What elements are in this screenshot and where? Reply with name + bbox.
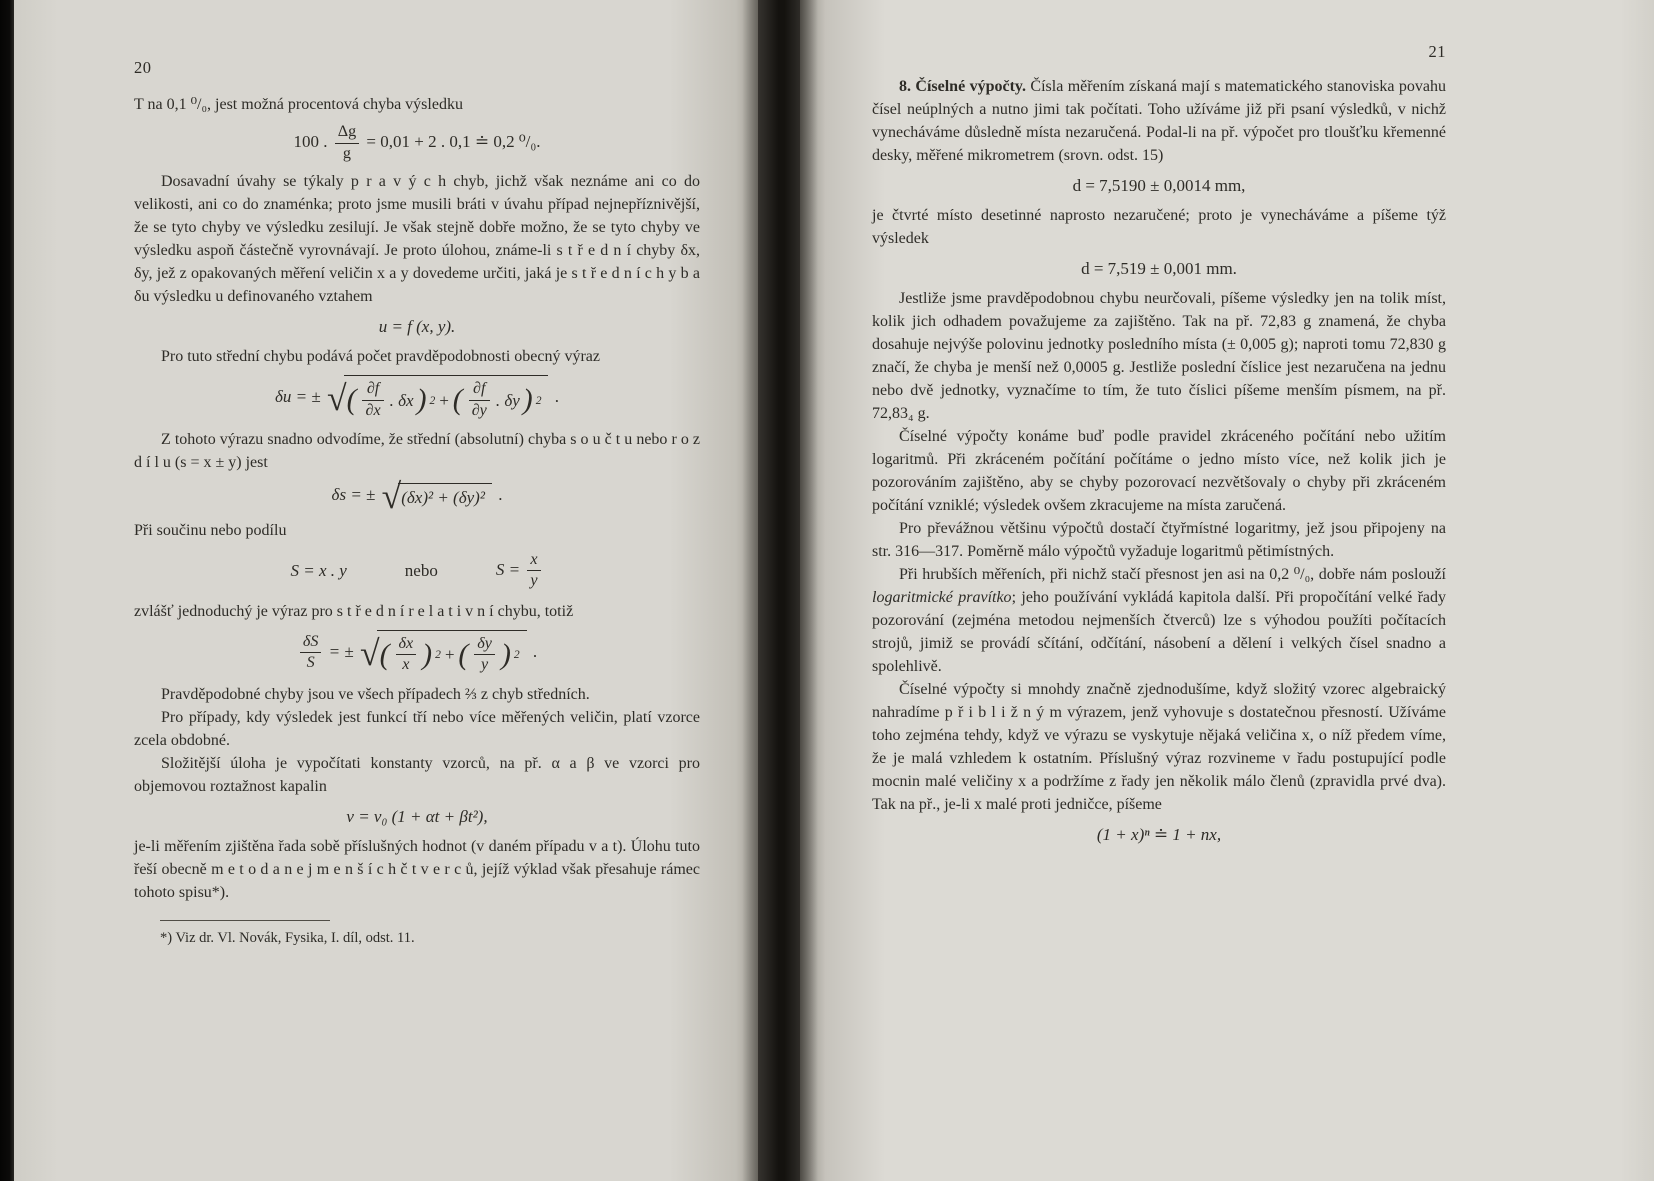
radical-sign: √ <box>326 378 347 419</box>
fraction-dy-y: $\frac{\delta y}{y}$ <box>474 635 495 675</box>
fraction-x-y: $\frac{x}{y}$ <box>527 551 540 591</box>
formula-product: S = x . y <box>290 561 347 581</box>
formula-product-quotient <box>134 551 700 591</box>
paragraph-fourth-decimal: je čtvrté místo desetinné naprosto nezaručené; proto je vynecháváme a píšeme týž výsledek <box>872 207 1446 247</box>
footnote-block <box>134 920 700 948</box>
paragraph-sum-difference: Z tohoto výrazu snadno odvodíme, že střední (absolutní) chyba s o u č t u nebo r o z d í l u (s = x ± y) jest <box>134 431 700 472</box>
footnote-text: *) Viz dr. Vl. Novák, Fysika, I. díl, odst. 11. <box>160 929 415 946</box>
paragraph-more-variables: Pro případy, kdy výsledek jest funkcí tří nebo více měřených veličin, platí vzorce zcela obdobné. <box>134 708 700 749</box>
fraction-dx-x: $\frac{\delta x}{x}$ <box>396 635 417 675</box>
formula-lhs: δu = ± <box>275 387 321 407</box>
left-page-text-column <box>134 56 700 948</box>
formula-d-7519-long: d = 7,5190 ± 0,0014 mm, <box>1072 176 1246 195</box>
radical-expression: √ ( $\frac{\delta x}{x}$ ) 2 + ( $\frac{\delta y}{y}$ ) 2 <box>360 630 527 676</box>
paragraph-significant-digits: Jestliže jsme pravděpodobnou chybu neurčovali, píšeme výsledky jen na tolik míst, kolik jich odhadem považujeme za zajištěno. Tak na př. 72,83 g znamená, že chyba dosahuje nejvýše polovinu jednotky posledního místa (± 0,005 g); naproti tomu 72,830 g značí, že chyba je menší než 0,0005 g. Jestliže poslední číslice jest nezaručena na jednu nebo dvě jednotky, vyznačíme to tím, že tuto číslici píšeme menším písmem, na př. 72,83₄ g. <box>872 290 1446 422</box>
formula-relative-error-radical: $\frac{\delta S}{S}$ = ± √ ( $\frac{\delta x}{x}$ ) 2 + ( $\frac{\delta y}{y}$ ) 2 . <box>134 630 700 676</box>
formula-volume-expansion: v = v₀ (1 + αt + βt²), <box>346 806 488 826</box>
paragraph-mean-error: Pro tuto střední chybu podává počet pravděpodobnosti obecný výraz <box>161 348 600 366</box>
radical-sign: √ <box>381 476 402 517</box>
paragraph-logarithm-tables: Pro převážnou většinu výpočtů dostačí čtyřmístné logaritmy, jež jsou připojeny na str. 316—317. Poměrně málo výpočtů vyžaduje logaritmů pětimístných. <box>872 520 1446 560</box>
paragraph-least-squares: je-li měřením zjištěna řada sobě příslušných hodnot (v daném případu v a t). Úlohu tuto řeší obecně m e t o d a n e j m e n š í c h č t v e r c ů, jejíž výklad však přesahuje rámec tohoto spisu*). <box>134 837 700 901</box>
formula-d-7519-short: d = 7,519 ± 0,001 mm. <box>1081 259 1237 278</box>
paragraph-section-8 <box>872 75 1446 167</box>
fraction-df-dy: $\frac{\partial f}{\partial y}$ <box>469 380 490 420</box>
formula-quotient: S = $\frac{x}{y}$ <box>496 551 544 591</box>
formula-binomial-approximation: (1 + x)ⁿ ≐ 1 + nx, <box>1096 825 1222 844</box>
formula-ds-radical: δs = ± √ (δx)² + (δy)² . <box>331 476 503 517</box>
word-nebo: nebo <box>404 561 438 581</box>
radical-expression: √ (δx)² + (δy)² <box>382 481 492 511</box>
formula-suffix: = 0,01 + 2 . 0,1 ≐ 0,2 ⁰/₀. <box>366 131 541 151</box>
page-number-right: 21 <box>1428 42 1446 61</box>
paragraph-intro: T na 0,1 ⁰/₀, jest možná procentová chyba výsledku <box>134 96 463 113</box>
fraction-dg-g: $\frac{\Delta g}{g}$ <box>335 123 359 163</box>
left-edge-strip <box>0 0 14 1181</box>
section-body: Čísla měřením získaná mají s matematického stanoviska povahu čísel neúplných a nutno jimi tak počítati. Toho užíváme již při psaní výsledků, v nichž vynecháváme důsledně místa nezaručená. Podal-li na př. výpočet pro tloušťku křemenné desky, měřené mikrometrem (srovn. odst. 15) <box>872 78 1447 164</box>
fraction-dS-S: $\frac{\delta S}{S}$ <box>300 633 322 673</box>
formula-u-fxy: u = f (x, y). <box>378 317 456 337</box>
formula-du-radical: δu = ± √ ( $\frac{\partial f}{\partial x}$ . δx ) 2 + ( $\frac{\partial f}{\partial y}$ . δy ) 2 . <box>134 375 700 421</box>
paragraph-product-quotient: Při součinu nebo podílu <box>134 521 287 539</box>
slide-rule-term: logaritmické pravítko <box>872 589 1012 606</box>
paragraph-relative-error: zvlášť jednoduchý je výraz pro s t ř e d n í r e l a t i v n í chybu, totiž <box>134 602 574 620</box>
paragraph-shortened-calculation: Číselné výpočty konáme buď podle pravidel zkráceného počítání nebo užitím logaritmů. Při zkráceném počítání počítáme o jedno místo více, než kolik jich je pozorováním zajištěno, aby se chyby pozorovací nezvětšovaly o chyby při zkráceném počítání vzniklé; výsledek ovšem zkracujeme na místa zaručená. <box>872 428 1446 514</box>
radical-expression: √ ( $\frac{\partial f}{\partial x}$ . δx ) 2 + ( $\frac{\partial f}{\partial y}$ . δy ) 2 <box>327 375 549 421</box>
right-page-text-column <box>872 40 1446 853</box>
paragraph-constants: Složitější úloha je vypočítati konstanty vzorců, na př. α a β ve vzorci pro objemovou roztažnost kapalin <box>134 754 700 795</box>
radical-sign: √ <box>359 632 380 673</box>
paragraph-probable-errors: Pravděpodobné chyby jsou ve všech případech ⅔ z chyb středních. <box>161 685 590 703</box>
paragraph-slide-rule: Při hrubších měřeních, při nichž stačí přesnost jen asi na 0,2 ⁰/₀, dobře nám poslouží logaritmické pravítko; jeho používání vykládá kapitola další. Při propočítání velké řady pozorování (zejména metodou nejmenších čtverců) lze s výhodou použíti počítacích strojů, jimiž se provádí sčítání, odčítání, násobení a dělení i velkých čísel snadno a spolehlivě. <box>872 566 1447 675</box>
paragraph-true-errors: Dosavadní úvahy se týkaly p r a v ý c h chyb, jichž však neznáme ani co do velikosti, ani co do znaménka; proto jsme musili bráti v úvahu případ nejnepříznivější, že se tyto chyby ve výsledku zesilují. Je však stejně dobře možno, že se tyto chyby ve výsledku aspoň částečně vyrovnávají. Je proto úlohou, známe-li s t ř e d n í chyby δx, δy, jež z opakovaných měření veličin x a y dovedeme určiti, jaká je s t ř e d n í c h y b a δu výsledku u definovaného vztahem <box>134 173 700 306</box>
formula-prefix: 100 . <box>293 131 328 151</box>
formula-percent-error <box>134 123 700 163</box>
page-number-left: 20 <box>134 58 152 77</box>
fraction-df-dx: $\frac{\partial f}{\partial x}$ <box>362 380 383 420</box>
footnote-rule <box>160 920 330 921</box>
paragraph-approximation: Číselné výpočty si mnohdy značně zjednodušíme, když složitý vzorec algebraický nahradíme p ř i b l i ž n ý m výrazem, jenž vyhovuje s dostatečnou přesností. Užíváme toho zejména tehdy, když ve výrazu se vyskytuje nějaká veličina x, o níž předem víme, že je malá vzhledem k ostatním. Příslušný výraz rozvineme v řadu postupující podle mocnin malé veličiny x a podržíme z řady jen několik málo členů (zpravidla prvé dva). Tak na př., je-li x malé proti jedničce, píšeme <box>872 681 1446 813</box>
section-heading: 8. Číselné výpočty. <box>899 78 1027 95</box>
gutter-shadow <box>742 0 818 1181</box>
